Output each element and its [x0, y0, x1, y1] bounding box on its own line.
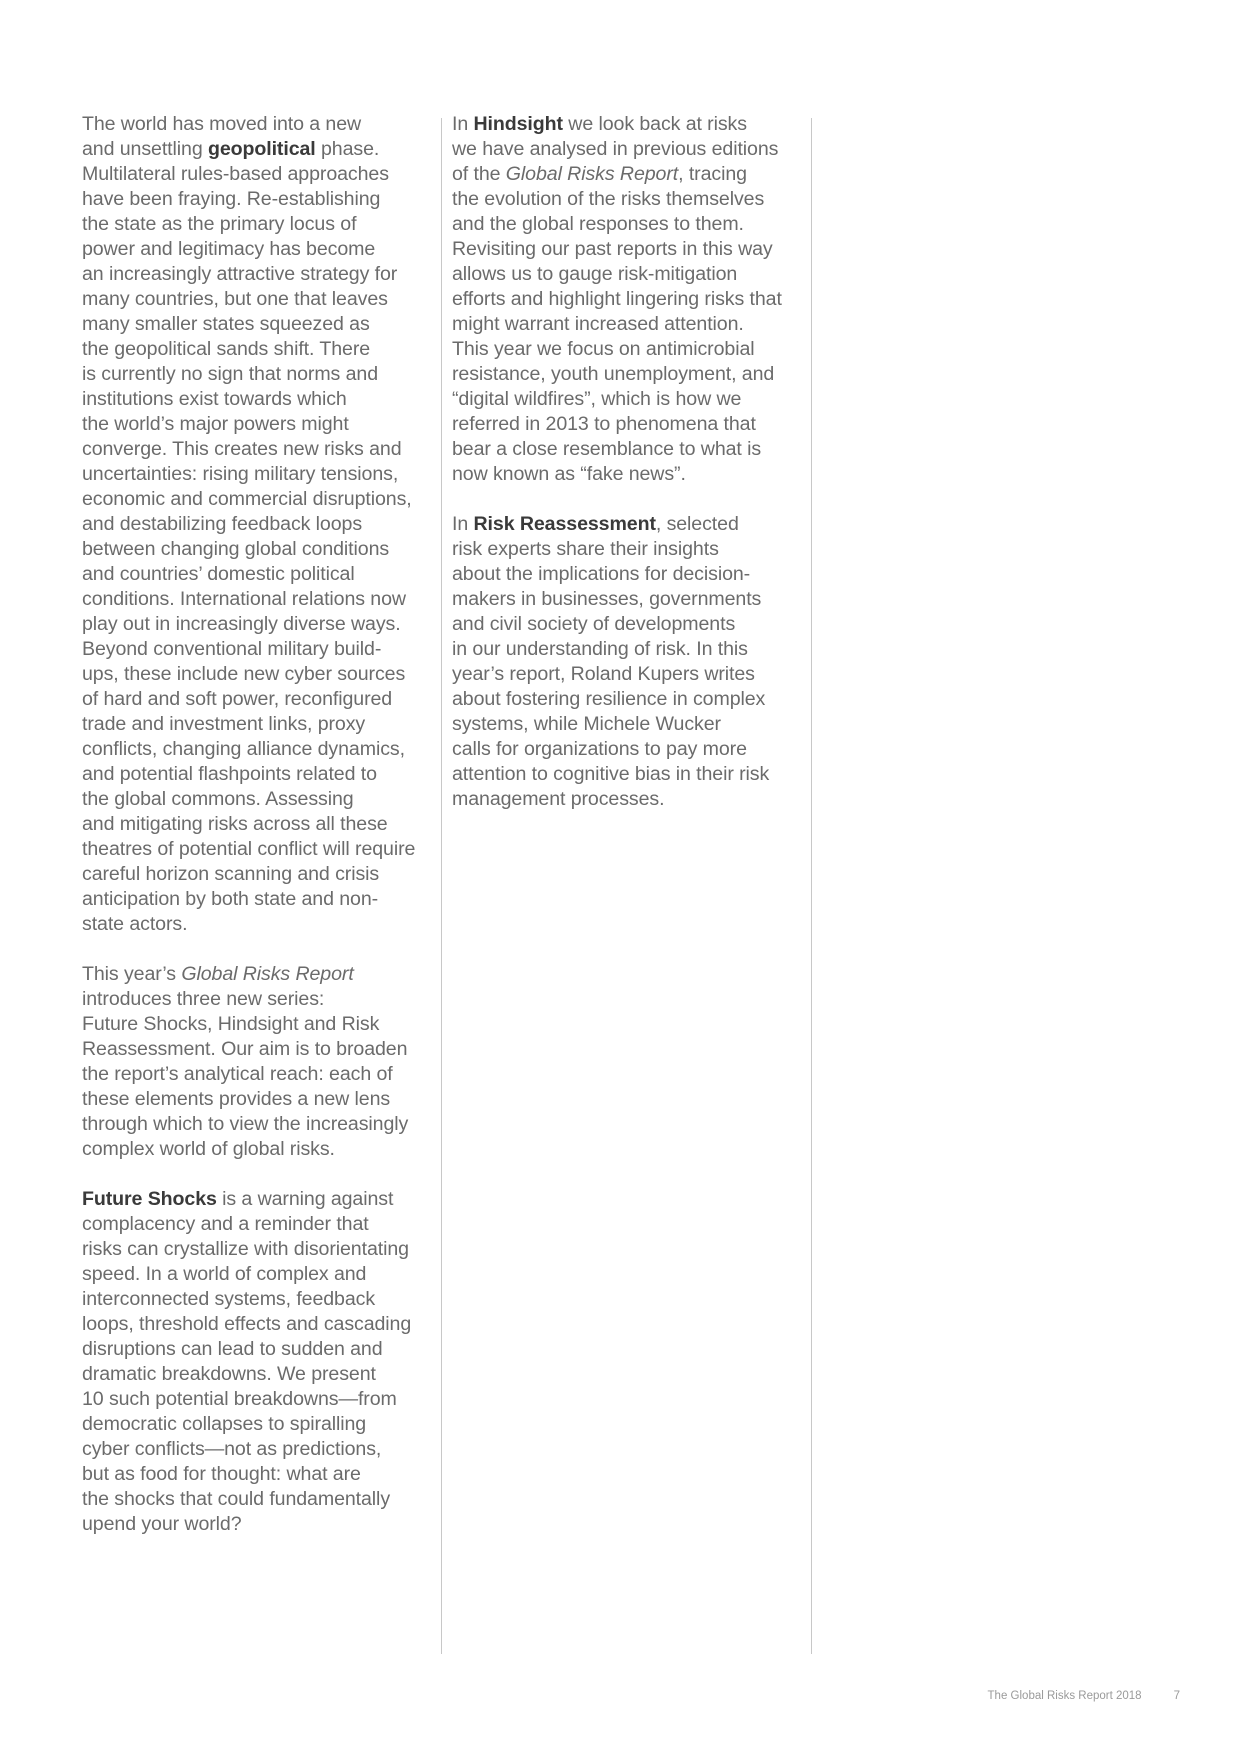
paragraph-new-series: [82, 962, 442, 1162]
text-line: attention to cognitive bias in their risk: [452, 763, 770, 785]
report-title-italic: Global Risks Report: [505, 163, 679, 185]
text-line: and the global responses to them.: [452, 213, 744, 235]
text-line: In Risk Reassessment, selected: [452, 513, 739, 535]
text-line: calls for organizations to pay more: [452, 738, 747, 760]
text-line: converge. This creates new risks and: [82, 438, 402, 460]
text-line: and civil society of developments: [452, 613, 736, 635]
text-line: the global commons. Assessing: [82, 788, 354, 810]
text-line: introduces three new series:: [82, 988, 325, 1010]
text-line: “digital wildfires”, which is how we: [452, 388, 742, 410]
text-line: institutions exist towards which: [82, 388, 347, 410]
text-line: disruptions can lead to sudden and: [82, 1338, 383, 1360]
footer-report-title: The Global Risks Report 2018: [987, 1690, 1142, 1702]
text-line: 10 such potential breakdowns—from: [82, 1388, 397, 1410]
text-line: but as food for thought: what are: [82, 1463, 361, 1485]
paragraph-risk-reassessment: [452, 512, 812, 812]
text-line: makers in businesses, governments: [452, 588, 762, 610]
text-line: power and legitimacy has become: [82, 238, 376, 260]
text-line: between changing global conditions: [82, 538, 390, 560]
text-line: dramatic breakdowns. We present: [82, 1363, 376, 1385]
text-line: the evolution of the risks themselves: [452, 188, 765, 210]
text-line: and mitigating risks across all these: [82, 813, 388, 835]
keyword-hindsight: Hindsight: [473, 113, 563, 135]
text-line: many smaller states squeezed as: [82, 313, 370, 335]
text-line: state actors.: [82, 913, 188, 935]
text-line: This year we focus on antimicrobial: [452, 338, 755, 360]
text-line: play out in increasingly diverse ways.: [82, 613, 401, 635]
text-line: conflicts, changing alliance dynamics,: [82, 738, 405, 760]
middle-text-column: [452, 112, 812, 837]
text-line: Future Shocks is a warning against: [82, 1188, 394, 1210]
text-line: Beyond conventional military build-: [82, 638, 382, 660]
text-line: the shocks that could fundamentally: [82, 1488, 391, 1510]
left-text-column: [82, 112, 442, 1562]
text-line: of the Global Risks Report, tracing: [452, 163, 747, 185]
text-line: is currently no sign that norms and: [82, 363, 378, 385]
text-line: risk experts share their insights: [452, 538, 719, 560]
text-line: year’s report, Roland Kupers writes: [452, 663, 755, 685]
text-line: efforts and highlight lingering risks that: [452, 288, 782, 310]
text-line: cyber conflicts—not as predictions,: [82, 1438, 382, 1460]
text-line: about fostering resilience in complex: [452, 688, 766, 710]
text-line: referred in 2013 to phenomena that: [452, 413, 756, 435]
text-line: now known as “fake news”.: [452, 463, 686, 485]
keyword-geopolitical: geopolitical: [207, 138, 316, 160]
text-line: the report’s analytical reach: each of: [82, 1063, 393, 1085]
text-line: Reassessment. Our aim is to broaden: [82, 1038, 408, 1060]
text-line: economic and commercial disruptions,: [82, 488, 412, 510]
text-line: resistance, youth unemployment, and: [452, 363, 775, 385]
text-line: systems, while Michele Wucker: [452, 713, 721, 735]
page-number: 7: [1173, 1690, 1180, 1702]
paragraph-future-shocks: [82, 1187, 442, 1537]
text-line: management processes.: [452, 788, 665, 810]
text-line: bear a close resemblance to what is: [452, 438, 762, 460]
text-line: Multilateral rules-based approaches: [82, 163, 389, 185]
text-line: might warrant increased attention.: [452, 313, 744, 335]
text-line: anticipation by both state and non-: [82, 888, 379, 910]
keyword-risk-reassessment: Risk Reassessment: [473, 513, 656, 535]
text-line: ups, these include new cyber sources: [82, 663, 406, 685]
text-line: the state as the primary locus of: [82, 213, 357, 235]
text-line: This year’s Global Risks Report: [82, 963, 354, 985]
text-line: complex world of global risks.: [82, 1138, 335, 1160]
text-line: an increasingly attractive strategy for: [82, 263, 398, 285]
text-line: democratic collapses to spiralling: [82, 1413, 367, 1435]
text-line: risks can crystallize with disorientating: [82, 1238, 409, 1260]
paragraph-hindsight: [452, 112, 812, 487]
text-line: the geopolitical sands shift. There: [82, 338, 371, 360]
text-line: speed. In a world of complex and: [82, 1263, 367, 1285]
text-line: uncertainties: rising military tensions,: [82, 463, 399, 485]
text-line: through which to view the increasingly: [82, 1113, 409, 1135]
keyword-future-shocks: Future Shocks: [82, 1188, 217, 1210]
text-line: Future Shocks, Hindsight and Risk: [82, 1013, 380, 1035]
text-line: complacency and a reminder that: [82, 1213, 369, 1235]
text-line: and destabilizing feedback loops: [82, 513, 363, 535]
text-line: The world has moved into a new: [82, 113, 362, 135]
text-line: In Hindsight we look back at risks: [452, 113, 747, 135]
text-line: and unsettling geopolitical phase.: [82, 138, 380, 160]
text-line: and potential flashpoints related to: [82, 763, 377, 785]
text-line: interconnected systems, feedback: [82, 1288, 376, 1310]
text-line: theatres of potential conflict will require: [82, 838, 416, 860]
text-line: have been fraying. Re-establishing: [82, 188, 381, 210]
paragraph-geopolitical: [82, 112, 442, 937]
text-line: and countries’ domestic political: [82, 563, 355, 585]
text-line: allows us to gauge risk-mitigation: [452, 263, 738, 285]
page-footer: [900, 1690, 1180, 1702]
text-line: conditions. International relations now: [82, 588, 406, 610]
text-line: in our understanding of risk. In this: [452, 638, 748, 660]
text-line: about the implications for decision-: [452, 563, 751, 585]
report-title-italic: Global Risks Report: [181, 963, 354, 985]
text-line: we have analysed in previous editions: [452, 138, 779, 160]
text-line: upend your world?: [82, 1513, 242, 1535]
text-line: Revisiting our past reports in this way: [452, 238, 773, 260]
text-line: many countries, but one that leaves: [82, 288, 388, 310]
text-line: careful horizon scanning and crisis: [82, 863, 380, 885]
text-line: the world’s major powers might: [82, 413, 349, 435]
text-line: trade and investment links, proxy: [82, 713, 366, 735]
text-line: these elements provides a new lens: [82, 1088, 391, 1110]
text-line: loops, threshold effects and cascading: [82, 1313, 412, 1335]
text-line: of hard and soft power, reconfigured: [82, 688, 393, 710]
